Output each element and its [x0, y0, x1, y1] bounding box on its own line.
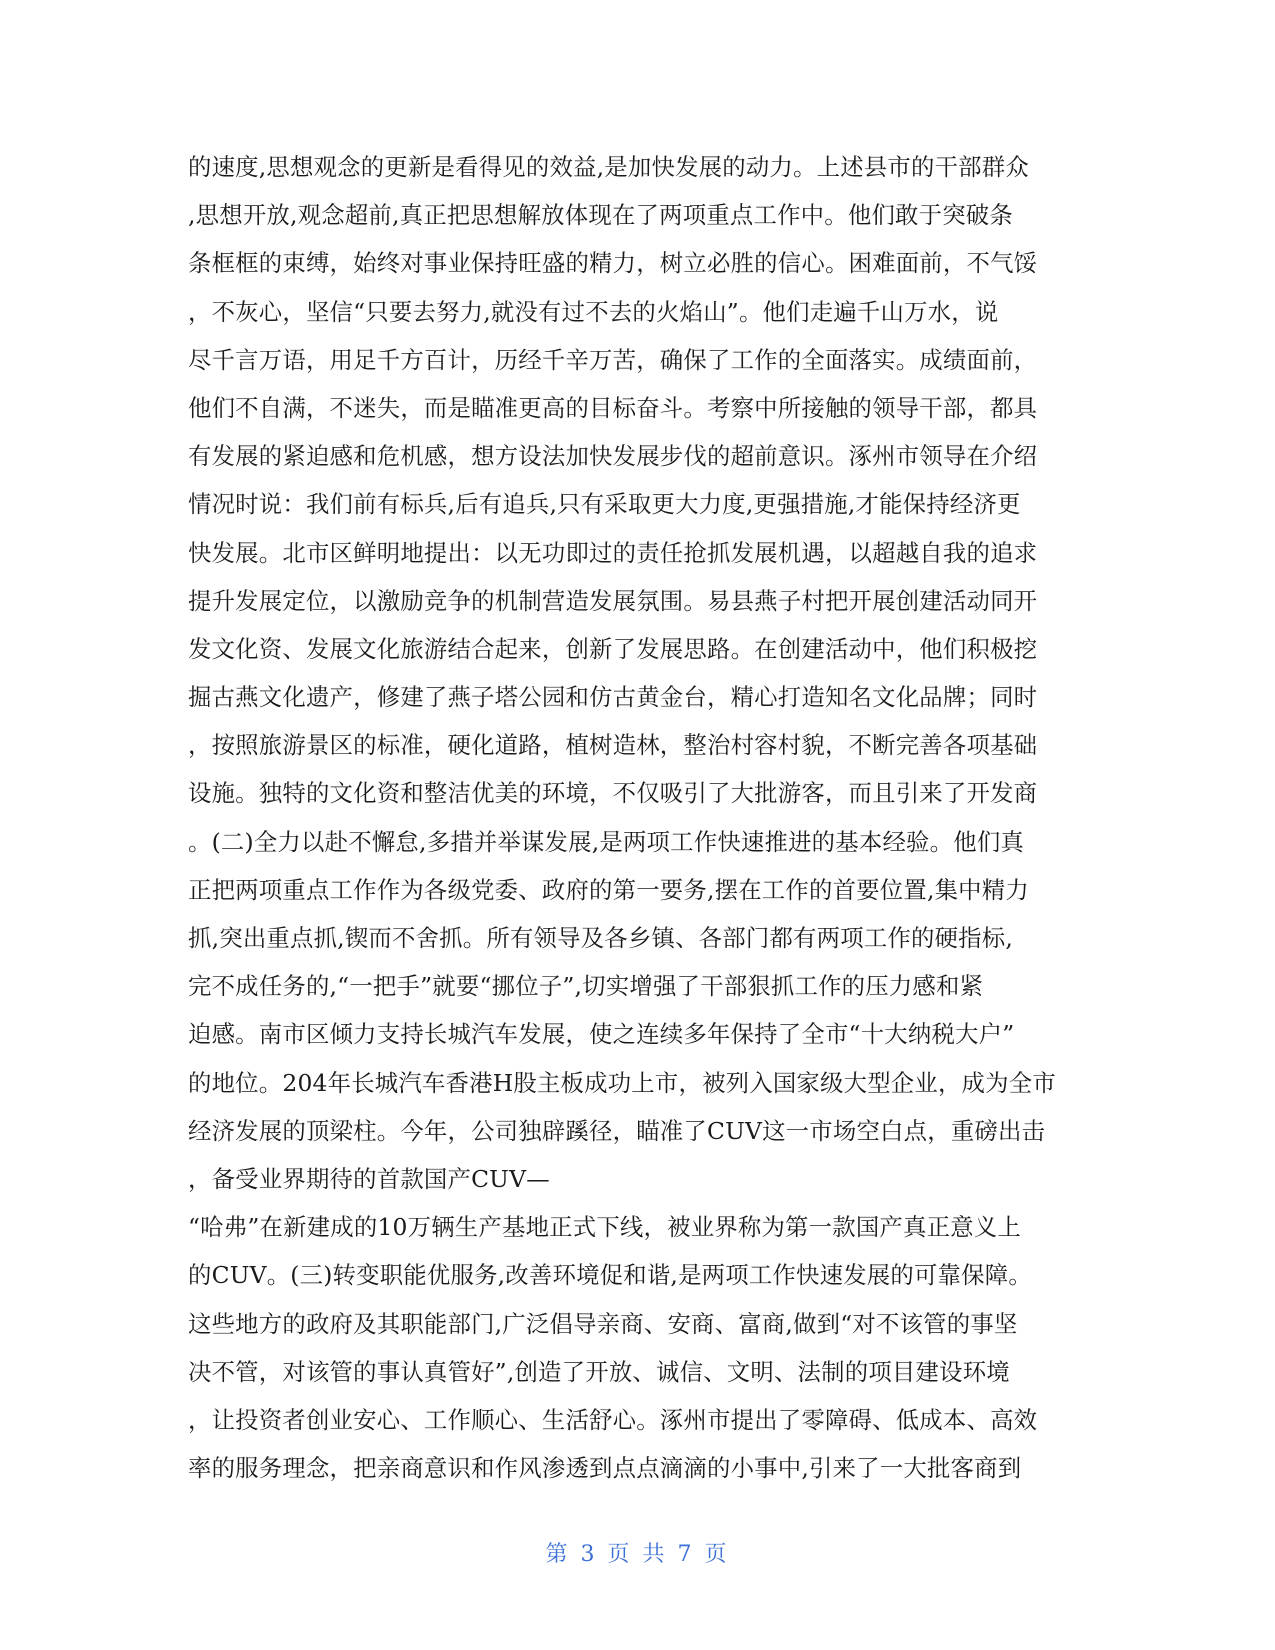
text-line: ，不灰心，坚信“只要去努力,就没有过不去的火焰山”。他们走遍千山万水，说	[188, 297, 999, 326]
text-line: ，让投资者创业安心、工作顺心、生活舒心。涿州市提出了零障碍、低成本、高效	[188, 1405, 1038, 1434]
text-line: 的地位。204年长城汽车香港H股主板成功上市，被列入国家级大型企业，成为全市	[188, 1068, 1056, 1097]
text-line: 设施。独特的文化资和整洁优美的环境，不仅吸引了大批游客，而且引来了开发商	[188, 779, 1038, 808]
text-line: 的CUV。(三)转变职能优服务,改善环境促和谐,是两项工作快速发展的可靠保障。	[188, 1261, 1032, 1290]
text-line: 的速度,思想观念的更新是看得见的效益,是加快发展的动力。上述县市的干部群众	[188, 153, 1029, 181]
text-line: 迫感。南市区倾力支持长城汽车发展，使之连续多年保持了全市“十大纳税大户”	[188, 1020, 1015, 1049]
text-line: ，按照旅游景区的标准，硬化道路，植树造林，整治村容村貌，不断完善各项基础	[188, 731, 1038, 760]
text-line: 正把两项重点工作作为各级党委、政府的第一要务,摆在工作的首要位置,集中精力	[188, 875, 1029, 904]
text-line: 这些地方的政府及其职能部门,广泛倡导亲商、安商、富商,做到“对不该管的事坚	[188, 1309, 1018, 1338]
text-line: 条框框的束缚，始终对事业保持旺盛的精力，树立必胜的信心。困难面前，不气馁	[188, 249, 1038, 278]
text-line: ，备受业界期待的首款国产CUV—	[188, 1164, 550, 1193]
text-line: 完不成任务的,“一把手”就要“挪位子”,切实增强了干部狠抓工作的压力感和紧	[188, 972, 984, 1001]
text-line: 决不管，对该管的事认真管好”,创造了开放、诚信、文明、法制的项目建设环境	[188, 1357, 1010, 1386]
text-line: 有发展的紧迫感和危机感，想方设法加快发展步伐的超前意识。涿州市领导在介绍	[188, 442, 1038, 471]
text-line: 尽千言万语，用足千方百计，历经千辛万苦，确保了工作的全面落实。成绩面前，	[188, 345, 1038, 374]
text-line: 抓,突出重点抓,锲而不舍抓。所有领导及各乡镇、各部门都有两项工作的硬指标,	[188, 924, 1013, 952]
text-line: “哈弗”在新建成的10万辆生产基地正式下线，被业界称为第一款国产真正意义上	[188, 1213, 1021, 1242]
text-line: 发文化资、发展文化旅游结合起来，创新了发展思路。在创建活动中，他们积极挖	[188, 634, 1038, 663]
text-line: ,思想开放,观念超前,真正把思想解放体现在了两项重点工作中。他们敢于突破条	[188, 201, 1013, 230]
page-number-footer: 第 3 页 共 7 页	[545, 1542, 730, 1567]
text-line: 率的服务理念，把亲商意识和作风渗透到点点滴滴的小事中,引来了一大批客商到	[188, 1454, 1022, 1483]
text-line: 掘古燕文化遗产，修建了燕子塔公园和仿古黄金台，精心打造知名文化品牌；同时	[188, 683, 1038, 712]
text-line: 经济发展的顶梁柱。今年，公司独辟蹊径，瞄准了CUV这一市场空白点，重磅出击	[188, 1116, 1046, 1145]
text-line: 。(二)全力以赴不懈怠,多措并举谋发展,是两项工作快速推进的基本经验。他们真	[188, 827, 1024, 856]
text-line: 他们不自满，不迷失，而是瞄准更高的目标奋斗。考察中所接触的领导干部，都具	[188, 393, 1038, 422]
text-line: 情况时说：我们前有标兵,后有追兵,只有采取更大力度,更强措施,才能保持经济更	[188, 490, 1021, 519]
text-line: 快发展。北市区鲜明地提出：以无功即过的责任抢抓发展机遇，以超越自我的追求	[188, 538, 1038, 567]
text-line: 提升发展定位，以激励竞争的机制营造发展氛围。易县燕子村把开展创建活动同开	[188, 586, 1038, 615]
body-text	[188, 143, 1088, 1492]
